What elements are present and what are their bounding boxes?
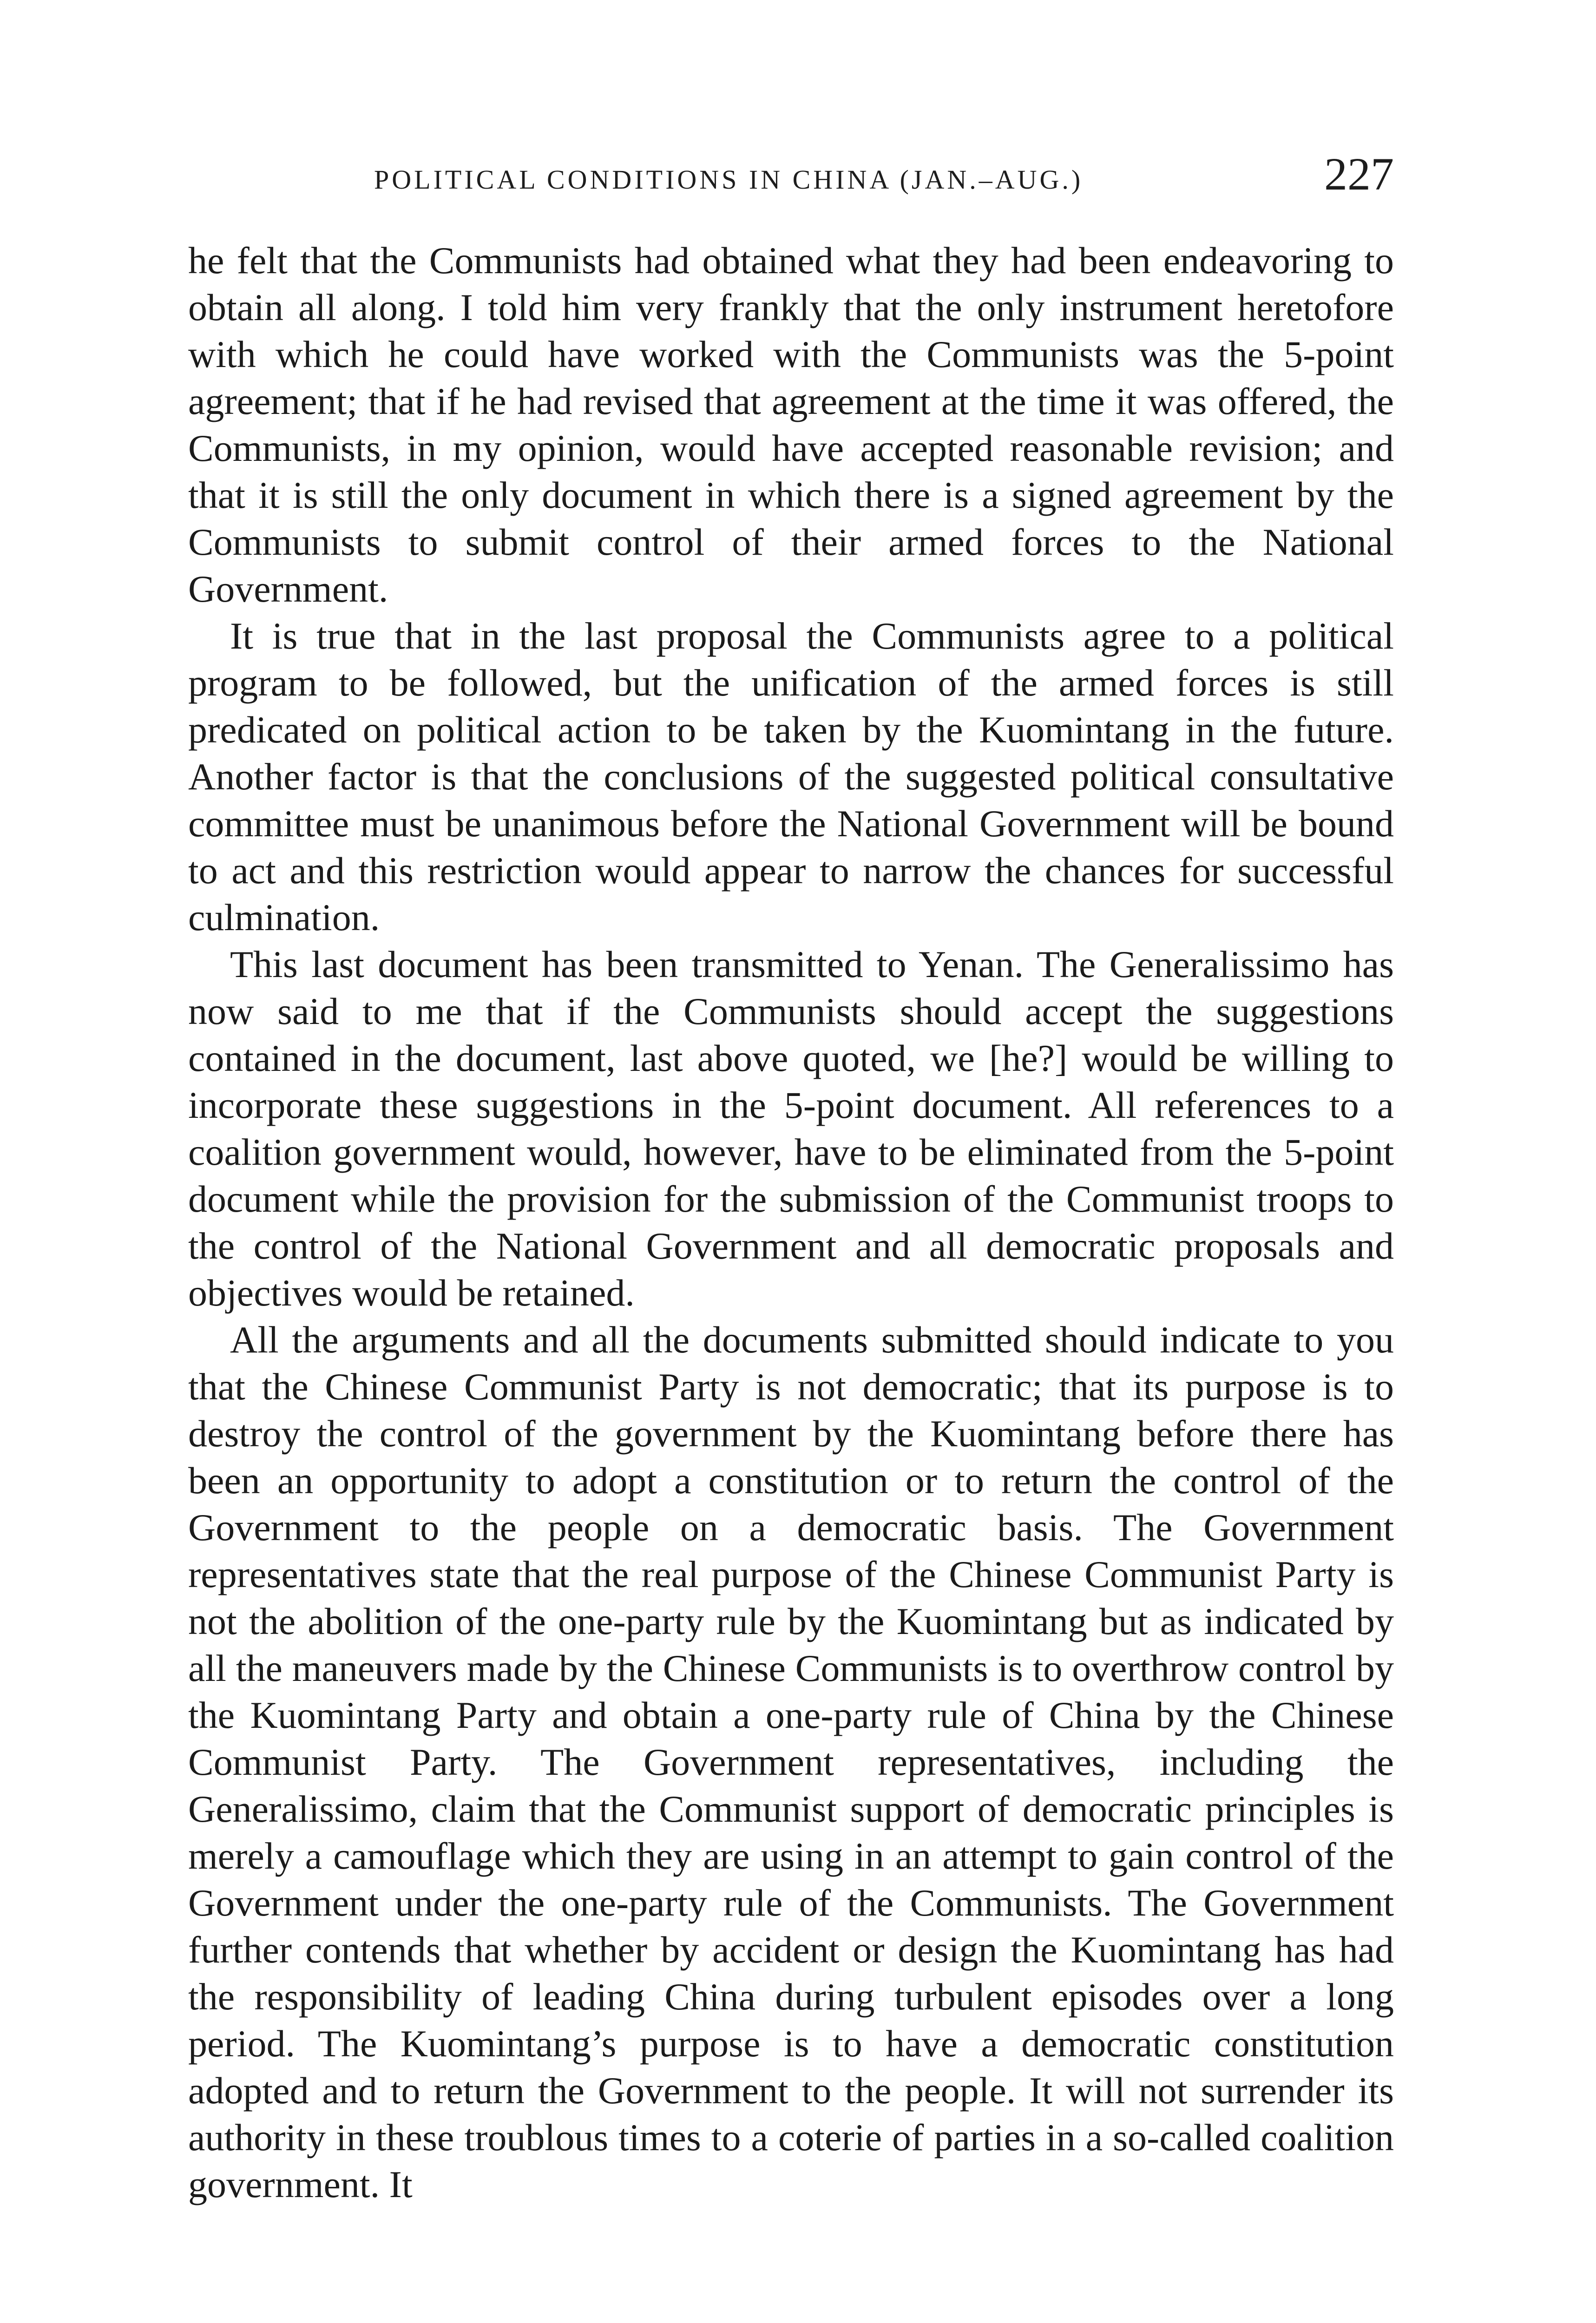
paragraph-2: It is true that in the last proposal the Communists agree to a political program to be followed, but the unification of the armed forces is still predicated on political action to be taken by the Kuomintang in the future. Another factor is that the conclusions of the suggested political consultative committee must be unanimous before the National Government will be bound to act and this restriction would appear to narrow the chances for successful culmination. (188, 615, 1394, 938)
paragraph-3: This last document has been transmitted to Yenan. The Generalissimo has now said to me that if the Communists should accept the suggestions contained in the document, last above quoted, we [he?] would be willing to incorporate these suggestions in the 5-point document. All references to a coalition government would, however, have to be eliminated from the 5-point document while the provision for the submission of the Communist troops to the control of the National Government and all democratic proposals and objectives would be retained. (188, 943, 1394, 1314)
body-text (188, 237, 1394, 2208)
page-number: 227 (1324, 148, 1394, 200)
paragraph-4: All the arguments and all the documents submitted should indicate to you that the Chinese Communist Party is not democratic; that its purpose is to destroy the control of the government by the Kuomintang before there has been an opportunity to adopt a constitution or to return the control of the Government to the people on a democratic basis. The Government representatives state that the real purpose of the Chinese Communist Party is not the abolition of the one-party rule by the Kuomintang but as indicated by all the maneuvers made by the Chinese Communists is to overthrow control by the Kuomintang Party and obtain a one-party rule of China by the Chinese Communist Party. The Government representatives, including the Generalissimo, claim that the Communist support of democratic principles is merely a camouflage which they are using in an attempt to gain control of the Government under the one-party rule of the Communists. The Government further contends that whether by accident or design the Kuomintang has had the responsibility of leading China during turbulent episodes over a long period. The Kuomintang’s purpose is to have a democratic constitution adopted and to return the Government to the people. It will not surrender its authority in these troublous times to a coterie of parties in a so-called coalition government. It (188, 1319, 1394, 2205)
running-header (188, 148, 1394, 207)
paragraph-1: he felt that the Communists had obtained what they had been endeavoring to obtain all along. I told him very frankly that the only instrument heretofore with which he could have worked with the Communists was the 5-point agreement; that if he had revised that agreement at the time it was offered, the Communists, in my opinion, would have accepted reasonable revision; and that it is still the only document in which there is a signed agreement by the Communists to submit control of their armed forces to the National Government. (188, 239, 1394, 610)
running-title: POLITICAL CONDITIONS IN CHINA (JAN.–AUG.) (374, 164, 1084, 195)
